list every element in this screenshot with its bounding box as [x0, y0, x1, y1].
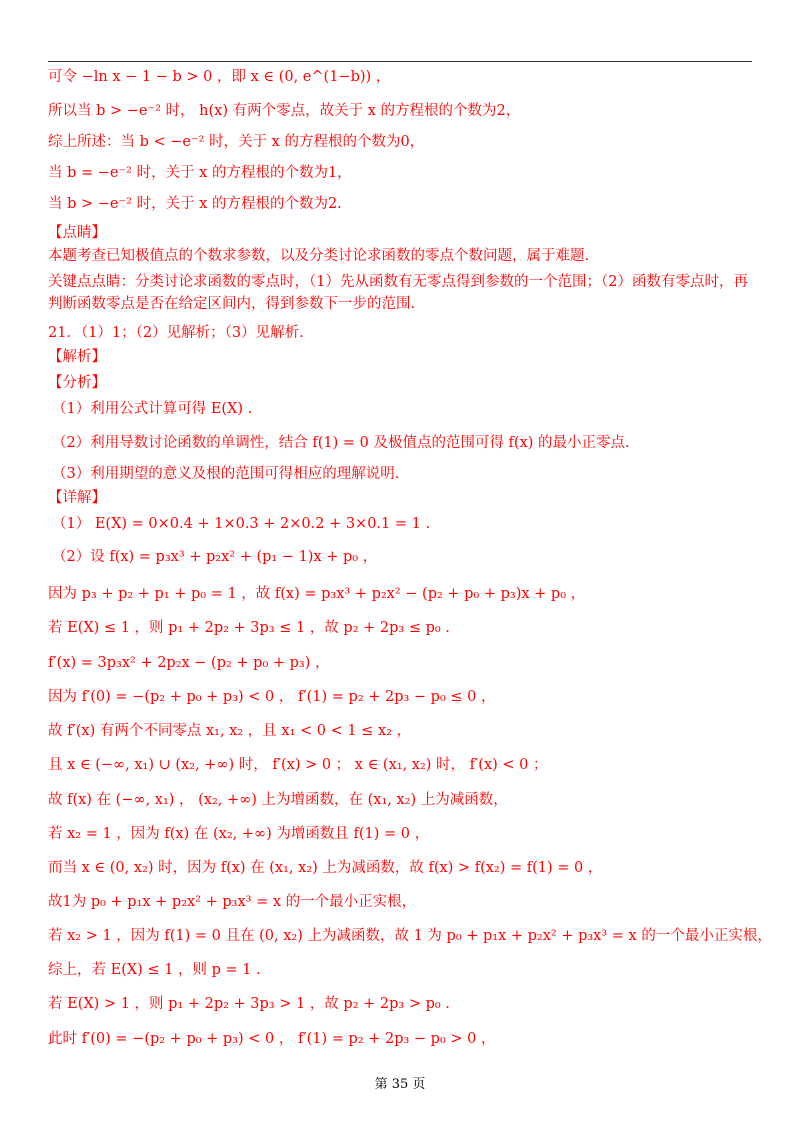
text-line: （1）利用公式计算可得 E(X) . [52, 401, 253, 417]
answer-line: 21．（1）1；（2）见解析；（3）见解析. [48, 325, 304, 341]
math-line: 因为 p₃ + p₂ + p₁ + p₀ = 1 ，故 f(x) = p₃x³ + p₂x² − (p₂ + p₀ + p₃)x + p₀ ， [48, 586, 586, 602]
math-line: 若 x₂ = 1 ，因为 f(x) 在 (x₂, +∞) 为增函数且 f(1) = 0 ， [48, 826, 430, 842]
math-line: （1） E(X) = 0×0.4 + 1×0.3 + 2×0.2 + 3×0.1 = 1 . [52, 516, 431, 532]
page-number: 第 35 页 [374, 1077, 426, 1092]
math-line: f′(x) = 3p₃x² + 2p₂x − (p₂ + p₀ + p₃) ， [48, 655, 330, 671]
math-line: 而当 x ∈ (0, x₂) 时，因为 f(x) 在 (x₁, x₂) 上为减函数，故 f(x) > f(x₂) = f(1) = 0 ， [48, 860, 603, 876]
text-line: 可令 −ln x − 1 − b > 0 ，即 x ∈ (0, e^(1−b)) ， [48, 69, 391, 85]
math-line: 若 E(X) ≤ 1 ，则 p₁ + 2p₂ + 3p₃ ≤ 1 ，故 p₂ + 2p₃ ≤ p₀ . [48, 620, 450, 636]
math-line: 因为 f′(0) = −(p₂ + p₀ + p₃) < 0 ， f′(1) = p₂ + 2p₃ − p₀ ≤ 0 ， [48, 689, 496, 705]
section-heading: 【解析】 [48, 349, 106, 365]
math-line: 且 x ∈ (−∞, x₁) ∪ (x₂, +∞) 时， f′(x) > 0 ； x ∈ (x₁, x₂) 时， f′(x) < 0 ； [48, 757, 548, 773]
math-line: 若 x₂ > 1 ，因为 f(1) = 0 且在 (0, x₂) 上为减函数，故 1 为 p₀ + p₁x + p₂x² + p₃x³ = x 的一个最小正实根， [48, 928, 772, 944]
text-line: 当 b > −e⁻² 时，关于 x 的方程根的个数为2. [48, 196, 342, 212]
text-paragraph: 关键点点睛：分类讨论求函数的零点时，（1）先从函数有无零点得到参数的一个范围；（2）函数有零点时，再判断函数零点是否在给定区间内，得到参数下一步的范围. [48, 274, 748, 312]
text-line: 综上所述：当 b < −e⁻² 时，关于 x 的方程根的个数为0， [48, 134, 425, 150]
math-line: 故 f(x) 在 (−∞, x₁) ， (x₂, +∞) 上为增函数，在 (x₁, x₂) 上为减函数， [48, 792, 508, 808]
math-line: （2）设 f(x) = p₃x³ + p₂x² + (p₁ − 1)x + p₀ ， [52, 549, 378, 565]
text-line: 本题考查已知极值点的个数求参数，以及分类讨论求函数的零点个数问题，属于难题. [48, 248, 590, 264]
section-heading: 【点睛】 [48, 225, 106, 241]
section-heading: 【分析】 [48, 375, 106, 391]
math-line: 故 f′(x) 有两个不同零点 x₁, x₂ ，且 x₁ < 0 < 1 ≤ x₂ ， [48, 723, 412, 739]
text-line: 所以当 b > −e⁻² 时， h(x) 有两个零点，故关于 x 的方程根的个数为2， [48, 103, 521, 119]
math-line: 若 E(X) > 1 ，则 p₁ + 2p₂ + 3p₃ > 1 ，故 p₂ + 2p₃ > p₀ . [48, 996, 450, 1012]
math-line: 此时 f′(0) = −(p₂ + p₀ + p₃) < 0 ， f′(1) = p₂ + 2p₃ − p₀ > 0 ， [48, 1031, 496, 1047]
section-heading: 【详解】 [48, 490, 106, 506]
text-line: 当 b = −e⁻² 时，关于 x 的方程根的个数为1， [48, 165, 352, 181]
math-line: 故1为 p₀ + p₁x + p₂x² + p₃x³ = x 的一个最小正实根， [48, 894, 417, 910]
text-line: （3）利用期望的意义及根的范围可得相应的理解说明. [52, 466, 400, 482]
math-line: 综上，若 E(X) ≤ 1 ，则 p = 1 . [48, 962, 261, 978]
text-line: （2）利用导数讨论函数的单调性，结合 f(1) = 0 及极值点的范围可得 f(x) 的最小正零点. [52, 435, 630, 451]
header-rule [48, 61, 752, 62]
